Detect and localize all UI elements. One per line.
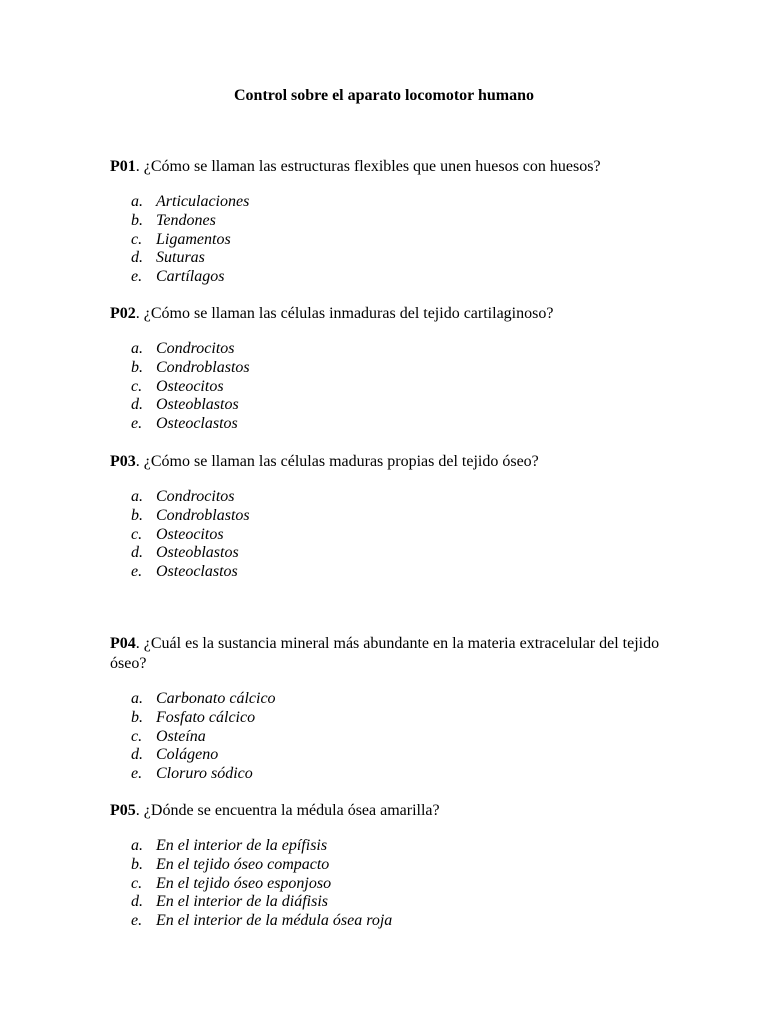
answer-option (110, 690, 670, 709)
option-letter: b. (131, 506, 143, 524)
option-letter: d. (131, 544, 143, 562)
answer-option (110, 340, 670, 359)
option-text: Colágeno (156, 746, 219, 764)
option-text: Tendones (156, 211, 216, 229)
answer-option (110, 526, 670, 545)
answer-option (110, 856, 670, 875)
option-text: Condroblastos (156, 358, 250, 376)
option-letter: e. (131, 268, 143, 286)
option-letter: b. (131, 708, 143, 726)
question-prompt: . ¿Cómo se llaman las estructuras flexibles que unen huesos con huesos? (135, 158, 601, 175)
option-text: Articulaciones (156, 193, 250, 210)
answer-option (110, 837, 670, 856)
option-text: Osteocitos (156, 377, 224, 395)
question-p01 (110, 157, 670, 287)
question-prompt: . ¿Cómo se llaman las células inmaduras del tejido cartilaginoso? (135, 305, 554, 322)
question-number: P04 (110, 635, 136, 652)
answer-options (110, 837, 670, 931)
question-p04 (110, 634, 670, 784)
answer-option (110, 396, 670, 415)
question-prompt: . ¿Cuál es la sustancia mineral más abundante en la materia extracelular del tejido óseo? (110, 635, 660, 672)
question-p02 (110, 304, 670, 434)
option-text: Condrocitos (156, 488, 235, 505)
answer-option (110, 765, 670, 784)
answer-options (110, 340, 670, 434)
answer-option (110, 875, 670, 894)
option-text: Condroblastos (156, 506, 250, 524)
option-text: En el interior de la epífisis (156, 837, 328, 854)
option-letter: a. (131, 488, 143, 505)
answer-option (110, 563, 670, 582)
question-number: P03 (110, 453, 136, 470)
answer-option (110, 359, 670, 378)
question-text (110, 634, 670, 674)
question-text (110, 801, 670, 821)
question-text (110, 304, 670, 324)
option-text: Osteoclastos (156, 415, 238, 433)
option-text: Osteocitos (156, 525, 224, 543)
question-text (110, 157, 670, 177)
answer-option (110, 249, 670, 268)
option-text: Osteoblastos (156, 544, 239, 562)
question-number: P05 (110, 802, 136, 819)
option-letter: d. (131, 746, 143, 764)
answer-option (110, 728, 670, 747)
option-text: Fosfato cálcico (156, 708, 256, 726)
option-letter: e. (131, 912, 143, 930)
answer-option (110, 544, 670, 563)
question-text (110, 452, 670, 472)
question-number: P01 (110, 158, 136, 175)
option-text: Osteoblastos (156, 396, 239, 414)
answer-option (110, 212, 670, 231)
option-letter: b. (131, 211, 143, 229)
option-text: Cloruro sódico (156, 765, 253, 783)
option-letter: c. (131, 727, 143, 745)
answer-option (110, 507, 670, 526)
answer-option (110, 193, 670, 212)
option-letter: e. (131, 563, 143, 581)
answer-options (110, 690, 670, 784)
question-p05 (110, 801, 670, 931)
option-letter: a. (131, 690, 143, 707)
question-prompt: . ¿Dónde se encuentra la médula ósea amarilla? (135, 802, 440, 819)
answer-option (110, 415, 670, 434)
option-text: Osteoclastos (156, 563, 238, 581)
option-letter: e. (131, 765, 143, 783)
answer-options (110, 488, 670, 582)
answer-option (110, 912, 670, 931)
option-letter: a. (131, 193, 143, 210)
option-letter: c. (131, 377, 143, 395)
answer-option (110, 709, 670, 728)
answer-option (110, 231, 670, 250)
option-text: Condrocitos (156, 340, 235, 357)
option-letter: c. (131, 230, 143, 248)
option-text: Osteína (156, 727, 206, 745)
option-text: Suturas (156, 249, 205, 267)
option-letter: c. (131, 874, 143, 892)
option-text: Ligamentos (156, 230, 231, 248)
option-letter: c. (131, 525, 143, 543)
option-letter: b. (131, 358, 143, 376)
answer-option (110, 378, 670, 397)
option-text: Cartílagos (156, 268, 225, 286)
question-number: P02 (110, 305, 136, 322)
option-text: Carbonato cálcico (156, 690, 276, 707)
answer-option (110, 268, 670, 287)
option-text: En el tejido óseo compacto (156, 855, 330, 873)
document-title: Control sobre el aparato locomotor humano (234, 87, 534, 104)
option-text: En el tejido óseo esponjoso (156, 874, 332, 892)
option-letter: a. (131, 340, 143, 357)
option-letter: d. (131, 249, 143, 267)
answer-option (110, 893, 670, 912)
option-letter: a. (131, 837, 143, 854)
answer-option (110, 746, 670, 765)
option-text: En el interior de la médula ósea roja (156, 912, 393, 930)
answer-option (110, 488, 670, 507)
question-p03 (110, 452, 670, 582)
question-prompt: . ¿Cómo se llaman las células maduras propias del tejido óseo? (135, 453, 539, 470)
option-letter: e. (131, 415, 143, 433)
option-letter: b. (131, 855, 143, 873)
option-letter: d. (131, 893, 143, 911)
option-text: En el interior de la diáfisis (156, 893, 328, 911)
answer-options (110, 193, 670, 287)
option-letter: d. (131, 396, 143, 414)
